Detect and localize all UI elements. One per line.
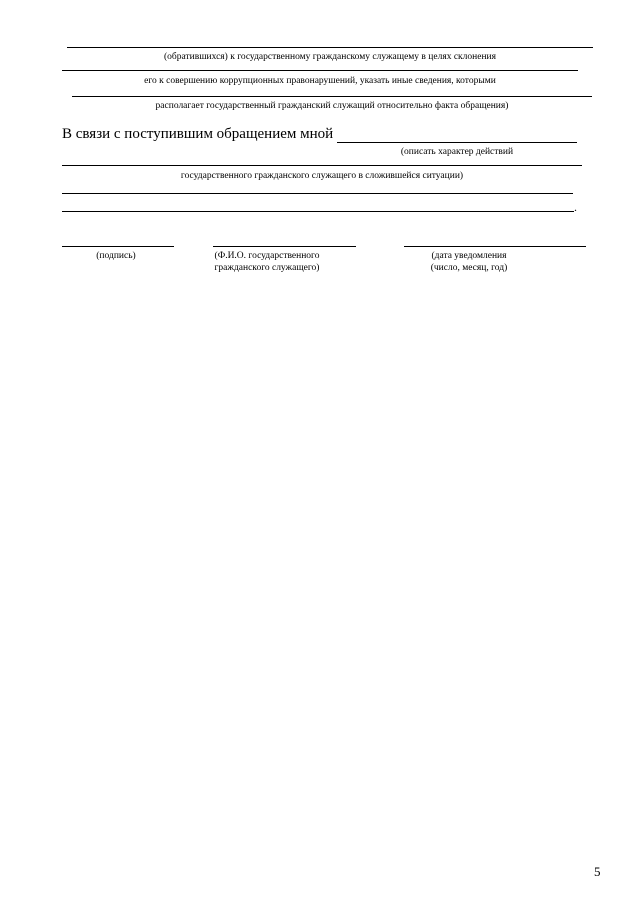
caption-line-1: (обратившихся) к государственному гражданскому служащему в целях склонения [164, 52, 496, 62]
statement-blank-inline [337, 142, 577, 143]
statement-caption-2: государственного гражданского служащего в сложившейся ситуации) [180, 171, 464, 181]
signature-line [62, 246, 174, 247]
blank-line-1 [67, 47, 593, 48]
statement-blank-line-3 [62, 211, 574, 212]
signature-caption: (подпись) [96, 251, 136, 261]
blank-line-3 [72, 96, 592, 97]
caption-line-2: его к совершению коррупционных правонарушений, указать иные сведения, которыми [144, 76, 496, 86]
caption-line-3: располагает государственный гражданский служащий относительно факта обращения) [155, 101, 509, 111]
date-line [404, 246, 586, 247]
statement-blank-line-1 [62, 165, 582, 166]
statement-end-period: . [574, 200, 577, 214]
name-caption-2: гражданского служащего) [214, 263, 320, 273]
date-caption-2: (число, месяц, год) [430, 263, 508, 273]
statement-lead-text: В связи с поступившим обращением мной [62, 126, 334, 142]
blank-line-2 [62, 70, 578, 71]
name-line [213, 246, 356, 247]
page-number: 5 [594, 864, 601, 879]
statement-caption-1: (описать характер действий [400, 147, 514, 157]
statement-blank-line-2 [62, 193, 573, 194]
name-caption-1: (Ф.И.О. государственного [214, 251, 320, 261]
date-caption-1: (дата уведомления [431, 251, 507, 261]
